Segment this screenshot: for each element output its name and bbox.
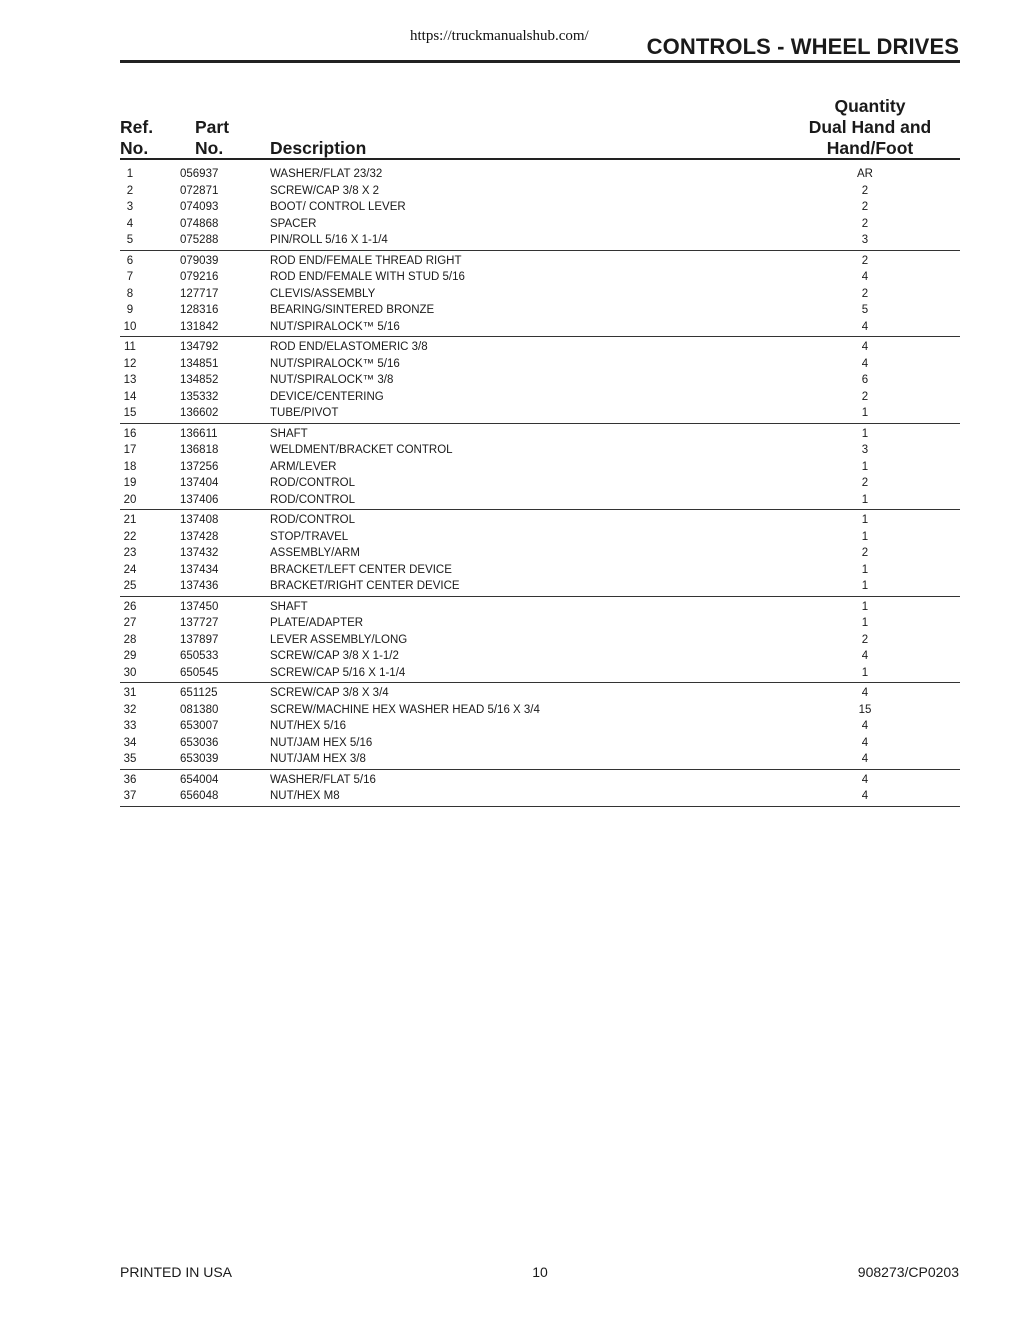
quantity-cell: 2: [861, 633, 869, 646]
quantity-cell: 2: [861, 390, 869, 403]
ref-cell: 29: [123, 650, 137, 662]
quantity-cell: 1: [861, 514, 869, 526]
table-row: [120, 339, 960, 356]
parts-group: [120, 599, 960, 684]
quantity-cell: 3: [861, 444, 869, 456]
ref-cell: 36: [123, 773, 137, 786]
table-row: [120, 389, 960, 406]
table-row: [120, 735, 960, 752]
ref-cell: 19: [123, 477, 137, 489]
description-cell: ROD/CONTROL: [270, 477, 355, 489]
quantity-cell: 1: [861, 563, 869, 576]
part-number-cell: 079039: [180, 254, 219, 267]
quantity-cell: 4: [861, 650, 869, 662]
table-row: [120, 702, 960, 719]
table-row: [120, 545, 960, 562]
table-row: [120, 183, 960, 200]
ref-cell: 9: [126, 304, 134, 316]
table-row: [120, 751, 960, 768]
part-number-cell: 137450: [180, 600, 219, 613]
ref-cell: 14: [123, 390, 137, 403]
part-number-cell: 136818: [180, 444, 219, 456]
quantity-cell: 15: [858, 703, 872, 716]
quantity-cell: 2: [861, 477, 869, 489]
description-cell: NUT/JAM HEX 5/16: [270, 736, 373, 749]
description-cell: SHAFT: [270, 600, 308, 613]
part-number-cell: 137727: [180, 617, 219, 629]
description-cell: DEVICE/CENTERING: [270, 390, 384, 403]
part-number-cell: 134852: [180, 374, 219, 386]
quantity-cell: 1: [861, 493, 869, 506]
table-row: [120, 665, 960, 682]
quantity-cell: 4: [861, 773, 869, 786]
ref-cell: 24: [123, 563, 137, 576]
description-cell: STOP/TRAVEL: [270, 530, 349, 543]
column-header-quantity-line2: Dual Hand and: [808, 117, 932, 137]
quantity-cell: 2: [861, 547, 869, 559]
description-cell: CLEVIS/ASSEMBLY: [270, 287, 376, 300]
parts-group: [120, 166, 960, 251]
part-number-cell: 137406: [180, 493, 219, 506]
part-number-cell: 127717: [180, 287, 219, 300]
document-number: 908273/CP0203: [857, 1264, 959, 1280]
ref-cell: 22: [123, 530, 137, 543]
column-header-part-line2: No.: [195, 138, 224, 158]
table-row: [120, 426, 960, 443]
footer-printed: PRINTED IN USA: [120, 1264, 233, 1280]
ref-cell: 37: [123, 790, 137, 802]
quantity-cell: 2: [861, 217, 869, 230]
table-row: [120, 286, 960, 303]
ref-cell: 21: [123, 514, 137, 526]
quantity-cell: 6: [861, 374, 869, 386]
table-row: [120, 442, 960, 459]
description-cell: ARM/LEVER: [270, 460, 337, 473]
part-number-cell: 137256: [180, 460, 219, 473]
description-cell: ROD END/ELASTOMERIC 3/8: [270, 341, 428, 353]
quantity-cell: 2: [861, 287, 869, 300]
description-cell: WASHER/FLAT 23/32: [270, 168, 383, 180]
quantity-cell: 4: [861, 341, 869, 353]
page-number: 10: [532, 1264, 548, 1280]
ref-cell: 8: [126, 287, 134, 300]
ref-cell: 15: [123, 407, 137, 419]
description-cell: WASHER/FLAT 5/16: [270, 773, 376, 786]
description-cell: WELDMENT/BRACKET CONTROL: [270, 444, 453, 456]
ref-cell: 12: [123, 357, 137, 370]
ref-cell: 17: [123, 444, 137, 456]
column-header-description: Description: [270, 138, 367, 158]
table-row: [120, 648, 960, 665]
ref-cell: 2: [126, 184, 134, 197]
part-number-cell: 650545: [180, 666, 219, 679]
table-row: [120, 788, 960, 805]
ref-cell: 7: [126, 271, 134, 283]
table-row: [120, 199, 960, 216]
table-row: [120, 578, 960, 595]
table-row: [120, 459, 960, 476]
part-number-cell: 134792: [180, 341, 219, 353]
part-number-cell: 654004: [180, 773, 219, 786]
column-header-ref-line1: Ref.: [120, 117, 154, 137]
part-number-cell: 081380: [180, 703, 219, 716]
parts-table: [120, 166, 960, 809]
ref-cell: 4: [126, 217, 134, 230]
description-cell: BEARING/SINTERED BRONZE: [270, 304, 435, 316]
table-row: [120, 562, 960, 579]
part-number-cell: 056937: [180, 168, 219, 180]
header-rule: [120, 158, 960, 160]
description-cell: NUT/HEX 5/16: [270, 720, 347, 732]
quantity-cell: 4: [861, 753, 869, 765]
part-number-cell: 135332: [180, 390, 219, 403]
table-row: [120, 372, 960, 389]
table-row: [120, 269, 960, 286]
description-cell: SCREW/CAP 3/8 X 1-1/2: [270, 650, 399, 662]
table-row: [120, 216, 960, 233]
ref-cell: 23: [123, 547, 137, 559]
quantity-cell: 1: [861, 530, 869, 543]
ref-cell: 31: [123, 687, 137, 699]
quantity-cell: 4: [861, 320, 869, 333]
quantity-cell: 2: [861, 184, 869, 197]
quantity-cell: 2: [861, 201, 869, 213]
quantity-cell: 4: [861, 357, 869, 370]
description-cell: SHAFT: [270, 427, 308, 440]
part-number-cell: 074093: [180, 201, 219, 213]
description-cell: NUT/SPIRALOCK™ 3/8: [270, 374, 394, 386]
parts-group: [120, 253, 960, 338]
description-cell: ROD/CONTROL: [270, 493, 355, 506]
parts-group: [120, 772, 960, 807]
ref-cell: 28: [123, 633, 137, 646]
part-number-cell: 653036: [180, 736, 219, 749]
quantity-cell: 1: [861, 580, 869, 592]
quantity-cell: 3: [861, 234, 869, 246]
quantity-cell: 1: [861, 407, 869, 419]
description-cell: LEVER ASSEMBLY/LONG: [270, 633, 408, 646]
table-row: [120, 405, 960, 422]
ref-cell: 25: [123, 580, 137, 592]
column-header-part-line1: Part: [195, 117, 230, 137]
quantity-cell: 2: [861, 254, 869, 267]
part-number-cell: 131842: [180, 320, 219, 333]
part-number-cell: 653039: [180, 753, 219, 765]
description-cell: BOOT/ CONTROL LEVER: [270, 201, 406, 213]
part-number-cell: 137432: [180, 547, 219, 559]
part-number-cell: 137897: [180, 633, 219, 646]
table-row: [120, 166, 960, 183]
part-number-cell: 136611: [180, 427, 218, 440]
description-cell: SCREW/MACHINE HEX WASHER HEAD 5/16 X 3/4: [270, 703, 540, 716]
description-cell: SCREW/CAP 3/8 X 2: [270, 184, 380, 197]
part-number-cell: 136602: [180, 407, 219, 419]
description-cell: NUT/SPIRALOCK™ 5/16: [270, 357, 400, 370]
ref-cell: 3: [126, 201, 134, 213]
description-cell: BRACKET/LEFT CENTER DEVICE: [270, 563, 452, 576]
description-cell: ROD END/FEMALE WITH STUD 5/16: [270, 271, 465, 283]
source-url: https://truckmanualshub.com/: [410, 28, 589, 44]
quantity-cell: 4: [861, 720, 869, 732]
column-header-ref: [120, 117, 153, 159]
ref-cell: 35: [123, 753, 137, 765]
part-number-cell: 650533: [180, 650, 219, 662]
quantity-cell: 4: [861, 736, 869, 749]
ref-cell: 18: [123, 460, 137, 473]
parts-group: [120, 685, 960, 770]
quantity-cell: 1: [861, 600, 869, 613]
table-row: [120, 319, 960, 336]
description-cell: SCREW/CAP 3/8 X 3/4: [270, 687, 389, 699]
table-row: [120, 718, 960, 735]
table-row: [120, 232, 960, 249]
table-row: [120, 356, 960, 373]
ref-cell: 30: [123, 666, 137, 679]
description-cell: NUT/HEX M8: [270, 790, 340, 802]
part-number-cell: 074868: [180, 217, 219, 230]
part-number-cell: 656048: [180, 790, 219, 802]
quantity-cell: 1: [861, 460, 869, 473]
part-number-cell: 651125: [180, 687, 218, 699]
ref-cell: 20: [123, 493, 137, 506]
ref-cell: 1: [126, 168, 134, 180]
description-cell: SPACER: [270, 217, 317, 230]
ref-cell: 16: [123, 427, 137, 440]
table-row: [120, 632, 960, 649]
description-cell: ROD/CONTROL: [270, 514, 355, 526]
top-rule: [120, 60, 960, 63]
part-number-cell: 137434: [180, 563, 219, 576]
description-cell: NUT/JAM HEX 3/8: [270, 753, 366, 765]
table-row: [120, 475, 960, 492]
part-number-cell: 075288: [180, 234, 219, 246]
part-number-cell: 137404: [180, 477, 219, 489]
parts-group: [120, 512, 960, 597]
page-title: CONTROLS - WHEEL DRIVES: [646, 34, 959, 59]
ref-cell: 27: [123, 617, 137, 629]
parts-group: [120, 339, 960, 424]
part-number-cell: 653007: [180, 720, 219, 732]
description-cell: NUT/SPIRALOCK™ 5/16: [270, 320, 400, 333]
ref-cell: 6: [126, 254, 134, 267]
ref-cell: 10: [123, 320, 137, 333]
ref-cell: 33: [123, 720, 137, 732]
ref-cell: 32: [123, 703, 137, 716]
column-header-quantity-line3: Hand/Foot: [826, 138, 914, 158]
column-header-part: [195, 117, 229, 159]
description-cell: BRACKET/RIGHT CENTER DEVICE: [270, 580, 460, 592]
ref-cell: 13: [123, 374, 137, 386]
part-number-cell: 137428: [180, 530, 219, 543]
description-cell: TUBE/PIVOT: [270, 407, 339, 419]
quantity-cell: 1: [861, 666, 869, 679]
quantity-cell: 1: [861, 427, 869, 440]
description-cell: PLATE/ADAPTER: [270, 617, 364, 629]
table-row: [120, 772, 960, 789]
column-header-quantity-line1: Quantity: [834, 96, 906, 116]
quantity-cell: 4: [861, 790, 869, 802]
table-row: [120, 529, 960, 546]
parts-group: [120, 426, 960, 511]
description-cell: ROD END/FEMALE THREAD RIGHT: [270, 254, 462, 267]
quantity-cell: 5: [861, 304, 869, 316]
part-number-cell: 079216: [180, 271, 219, 283]
table-row: [120, 599, 960, 616]
ref-cell: 34: [123, 736, 137, 749]
column-header-ref-line2: No.: [120, 138, 149, 158]
table-row: [120, 302, 960, 319]
ref-cell: 5: [126, 234, 134, 246]
quantity-cell: 4: [861, 271, 869, 283]
description-cell: PIN/ROLL 5/16 X 1-1/4: [270, 234, 388, 246]
part-number-cell: 137408: [180, 514, 219, 526]
description-cell: SCREW/CAP 5/16 X 1-1/4: [270, 666, 406, 679]
table-row: [120, 685, 960, 702]
description-cell: ASSEMBLY/ARM: [270, 547, 360, 559]
quantity-cell: AR: [857, 168, 873, 180]
part-number-cell: 128316: [180, 304, 219, 316]
table-row: [120, 512, 960, 529]
quantity-cell: 1: [861, 617, 869, 629]
ref-cell: 11: [124, 341, 136, 353]
part-number-cell: 137436: [180, 580, 219, 592]
table-row: [120, 253, 960, 270]
part-number-cell: 072871: [180, 184, 219, 197]
quantity-cell: 4: [861, 687, 869, 699]
table-row: [120, 615, 960, 632]
part-number-cell: 134851: [180, 357, 219, 370]
ref-cell: 26: [123, 600, 137, 613]
table-row: [120, 492, 960, 509]
column-header-quantity: [780, 96, 960, 159]
